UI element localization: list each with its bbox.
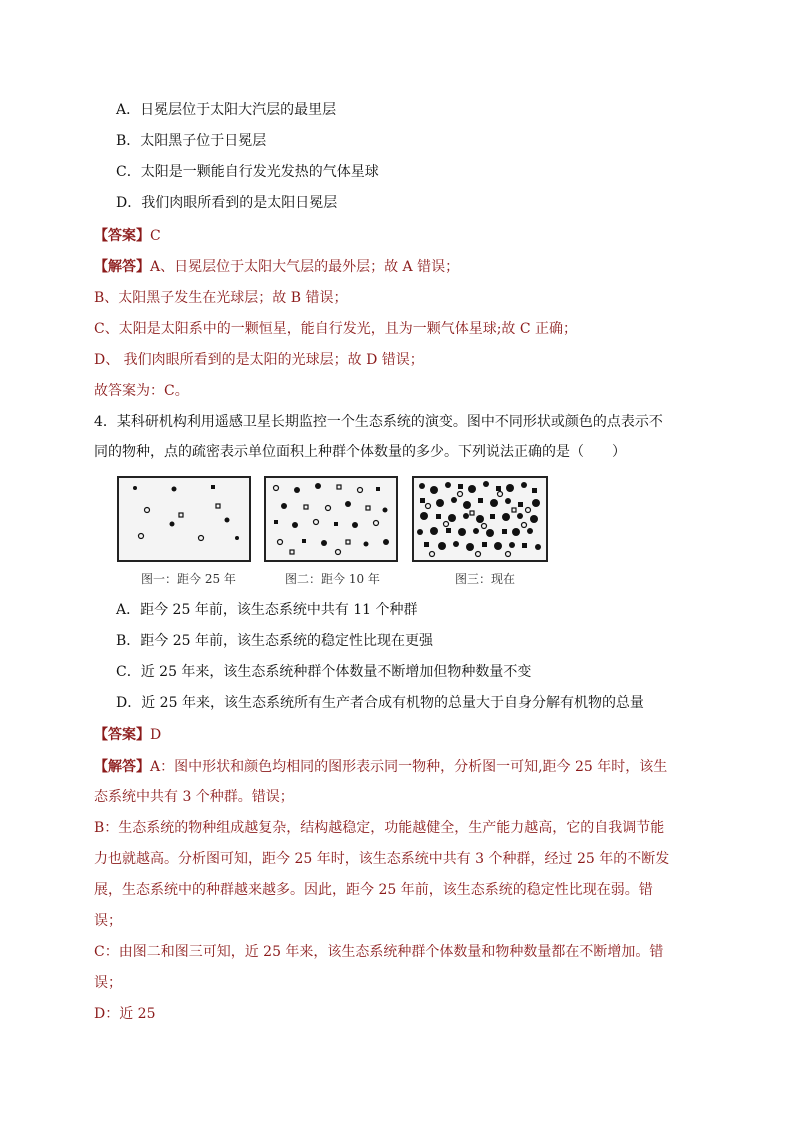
q3-option-c: C．太阳是一颗能自行发光发热的气体星球: [116, 164, 379, 180]
q4-analysis-line-5: 展，生态系统中的种群越来越多。因此，距今 25 年前，该生态系统的稳定性比现在弱。错: [94, 882, 653, 898]
q4-analysis-line-9: D：近 25: [94, 1006, 156, 1022]
q4-analysis-line-6: 误；: [94, 913, 122, 929]
q3-analysis-line-3: C、太阳是太阳系中的一颗恒星，能自行发光，且为一颗气体星球;故 C 正确；: [94, 321, 578, 337]
q3-answer-value: C: [150, 228, 161, 244]
q3-analysis-line-2: B、太阳黑子发生在光球层；故 B 错误；: [94, 290, 348, 306]
q3-analysis-line-4: D、 我们肉眼所看到的是太阳的光球层；故 D 错误；: [94, 352, 424, 368]
q4-analysis-line-1: [94, 757, 667, 777]
q4-analysis-line-3: B：生态系统的物种组成越复杂，结构越稳定，功能越健全，生产能力越高，它的自我调节能: [94, 820, 665, 836]
q3-analysis-text-1: A、日冕层位于太阳大气层的最外层；故 A 错误；: [150, 259, 460, 275]
q3-conclusion: 故答案为：C。: [94, 383, 189, 399]
q4-option-a: A．距今 25 年前，该生态系统中共有 11 个种群: [116, 602, 418, 618]
q4-option-b: B．距今 25 年前，该生态系统的稳定性比现在更强: [116, 633, 434, 649]
q3-option-d: D．我们肉眼所看到的是太阳日冕层: [116, 195, 338, 211]
figure-3-plot: [412, 476, 548, 562]
q3-answer-line: [94, 226, 161, 246]
figure-2-caption: 图二：距今 10 年: [285, 572, 380, 586]
q3-answer-label: 【答案】: [94, 228, 150, 244]
q4-analysis-text-1: A：图中形状和颜色均相同的图形表示同一物种，分析图一可知,距今 25 年时，该生: [150, 759, 668, 775]
q4-analysis-line-7: C：由图二和图三可知，近 25 年来，该生态系统种群个体数量和物种数量都在不断增加。错: [94, 944, 664, 960]
q4-stem-line-1: 4．某科研机构利用遥感卫星长期监控一个生态系统的演变。图中不同形状或颜色的点表示不: [94, 414, 663, 430]
q4-analysis-line-4: 力也就越高。分析图可知，距今 25 年时，该生态系统中共有 3 个种群，经过 25 年的不断发: [94, 851, 670, 867]
q4-answer-label: 【答案】: [94, 727, 150, 743]
q4-answer-value: D: [150, 727, 162, 743]
figure-1-plot: [117, 476, 251, 562]
figure-2: [264, 476, 398, 562]
q4-answer-line: [94, 725, 161, 745]
q3-analysis-line-1: [94, 257, 459, 277]
q4-analysis-label: 【解答】: [94, 759, 150, 775]
figure-1-caption: 图一：距今 25 年: [141, 572, 236, 586]
figure-3: [412, 476, 548, 562]
q4-analysis-line-2: 态系统中共有 3 个种群。错误；: [94, 789, 294, 805]
q3-analysis-label: 【解答】: [94, 259, 150, 275]
figure-2-plot: [264, 476, 398, 562]
q4-stem-line-2: 同的物种，点的疏密表示单位面积上种群个体数量的多少。下列说法正确的是（ ）: [94, 444, 626, 460]
q4-analysis-line-8: 误；: [94, 975, 122, 991]
q4-option-c: C．近 25 年来，该生态系统种群个体数量不断增加但物种数量不变: [116, 664, 532, 680]
q3-option-b: B．太阳黑子位于日冕层: [116, 133, 267, 149]
figure-1: [117, 476, 251, 562]
q3-option-a: A．日冕层位于太阳大汽层的最里层: [116, 102, 337, 118]
q4-option-d: D．近 25 年来，该生态系统所有生产者合成有机物的总量大于自身分解有机物的总量: [116, 695, 644, 711]
figure-3-caption: 图三：现在: [455, 572, 516, 586]
